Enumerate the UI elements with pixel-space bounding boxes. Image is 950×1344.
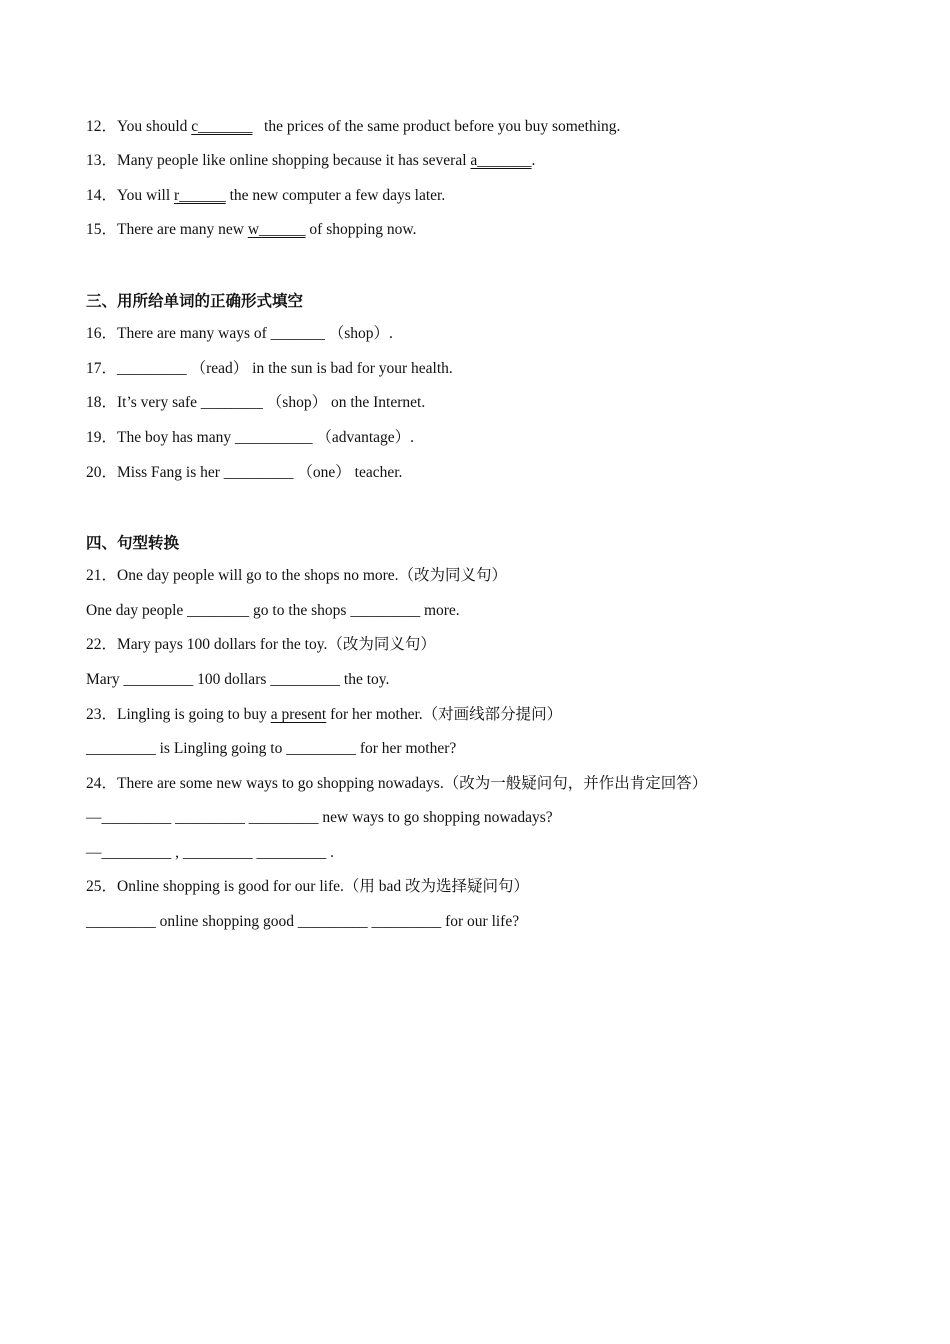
answer-line-21: One day people ________ go to the shops _________ more.: [86, 602, 460, 619]
question-22: 22．Mary pays 100 dollars for the toy.（改为同义句）: [86, 636, 436, 653]
question-14: [86, 186, 445, 206]
question-text: .: [531, 152, 536, 169]
question-text: 23．Lingling is going to buy: [86, 706, 271, 723]
section-3-heading: 三、用所给单词的正确形式填空: [86, 292, 304, 310]
initial-letter-hint: r______: [174, 187, 226, 204]
question-text: There are many new: [117, 221, 248, 238]
question-23: [86, 705, 562, 725]
question-20: 20．Miss Fang is her _________ （one） teacher.: [86, 464, 403, 481]
question-number: 15．: [86, 221, 118, 238]
question-number: 14．: [86, 187, 118, 204]
initial-letter-hint: a_______: [470, 152, 532, 169]
question-19: 19．The boy has many __________ （advantage）.: [86, 429, 415, 446]
question-16: 16．There are many ways of _______ （shop）.: [86, 325, 393, 342]
question-24: 24．There are some new ways to go shopping nowadays.（改为一般疑问句，并作出肯定回答）: [86, 775, 708, 792]
question-text: the prices of the same product before you buy something.: [252, 118, 621, 135]
initial-letter-hint: c_______: [191, 118, 253, 135]
question-text: You will: [117, 187, 175, 204]
answer-line-24-answer: —_________ , _________ _________ .: [86, 844, 334, 861]
question-25: 25．Online shopping is good for our life.（用 bad 改为选择疑问句）: [86, 878, 530, 895]
question-17: 17．_________ （read） in the sun is bad for your health.: [86, 360, 453, 377]
question-15: [86, 220, 416, 240]
answer-line-22: Mary _________ 100 dollars _________ the toy.: [86, 671, 390, 688]
section-4-heading: 四、句型转换: [86, 534, 180, 552]
question-18: 18．It’s very safe ________ （shop） on the Internet.: [86, 394, 426, 411]
answer-line-23: _________ is Lingling going to _________ for her mother?: [86, 740, 457, 757]
question-12: [86, 117, 620, 137]
question-13: [86, 151, 535, 171]
question-text: of shopping now.: [305, 221, 417, 238]
question-text: You should: [117, 118, 192, 135]
answer-line-25: _________ online shopping good _________ _________ for our life?: [86, 913, 520, 930]
question-text: the new computer a few days later.: [225, 187, 446, 204]
question-number: 13．: [86, 152, 118, 169]
question-number: 12．: [86, 118, 118, 135]
question-text: for her mother.（对画线部分提问）: [326, 706, 563, 723]
answer-line-24-question: —_________ _________ _________ new ways to go shopping nowadays?: [86, 809, 553, 826]
underlined-phrase: a present: [270, 706, 327, 723]
question-text: Many people like online shopping because it has several: [117, 152, 471, 169]
question-21: 21．One day people will go to the shops no more.（改为同义句）: [86, 567, 508, 584]
initial-letter-hint: w______: [247, 221, 306, 238]
